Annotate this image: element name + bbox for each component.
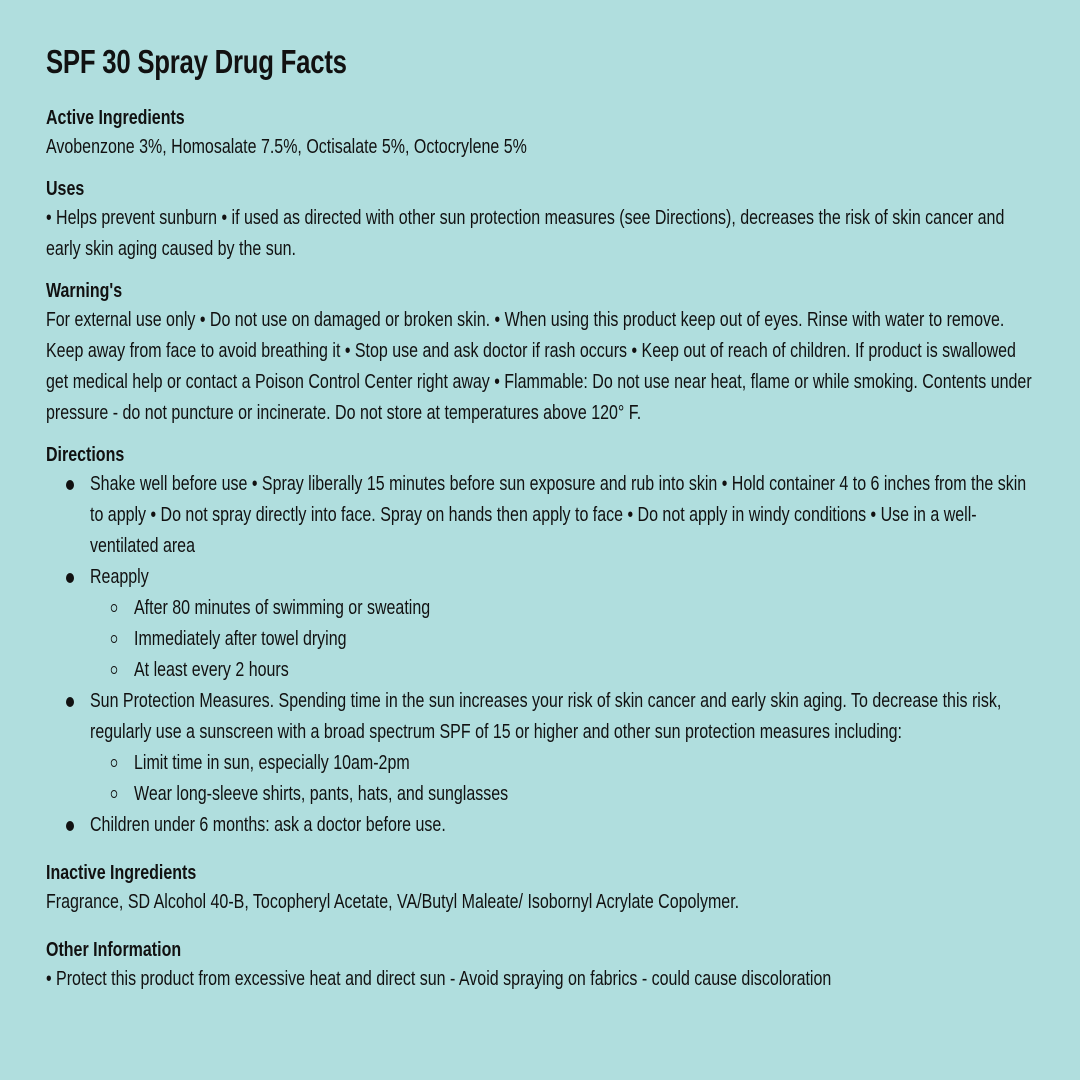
warnings-heading: Warning's [46,280,123,302]
list-item [90,593,1036,624]
list-item [90,779,1036,810]
directions-item-text: Reapply [90,566,149,588]
other-information-heading: Other Information [46,939,182,961]
other-information-section [46,936,1036,995]
directions-list-wrap [46,469,1036,841]
uses-text: • Helps prevent sunburn • if used as directed with other sun protection measures (see Directions), decreases the risk of skin cancer and early skin aging caused by the sun. [46,207,1005,260]
hollow-bullet-icon [111,759,117,767]
list-item [46,469,1036,562]
bullet-icon [66,480,74,490]
uses-heading: Uses [46,178,85,200]
page-title: SPF 30 Spray Drug Facts [46,43,347,80]
list-item [90,624,1036,655]
directions-section [46,441,1036,841]
bullet-icon [66,697,74,707]
directions-list [46,469,1036,841]
protection-item-text: Limit time in sun, especially 10am-2pm [134,752,410,774]
active-ingredients-heading: Active Ingredients [46,107,185,129]
reapply-item-text: After 80 minutes of swimming or sweating [134,597,431,619]
drug-facts-panel [46,40,1036,1007]
other-information-text: • Protect this product from excessive heat and direct sun - Avoid spraying on fabrics - could cause discoloration [46,968,832,990]
reapply-item-text: At least every 2 hours [134,659,289,681]
protection-item-text: Wear long-sleeve shirts, pants, hats, and sunglasses [134,783,509,805]
warnings-section [46,277,1036,429]
list-item [46,810,1036,841]
inactive-ingredients-heading: Inactive Ingredients [46,862,197,884]
hollow-bullet-icon [111,635,117,643]
list-item [90,748,1036,779]
reapply-item-text: Immediately after towel drying [134,628,347,650]
bullet-icon [66,821,74,831]
inactive-ingredients-section [46,859,1036,918]
protection-sublist [90,748,1036,810]
active-ingredients-text: Avobenzone 3%, Homosalate 7.5%, Octisalate 5%, Octocrylene 5% [46,136,527,158]
directions-item-text: Children under 6 months: ask a doctor before use. [90,814,446,836]
list-item [90,655,1036,686]
hollow-bullet-icon [111,790,117,798]
list-item [46,686,1036,810]
reapply-sublist [90,593,1036,686]
active-ingredients-section [46,104,1036,163]
bullet-icon [66,573,74,583]
hollow-bullet-icon [111,604,117,612]
directions-item-text: Sun Protection Measures. Spending time in the sun increases your risk of skin cancer and early skin aging. To decrease this risk, regularly use a sunscreen with a broad spectrum SPF of 15 or higher and other sun protection measures including: [90,690,1002,743]
directions-item-text: Shake well before use • Spray liberally 15 minutes before sun exposure and rub into skin • Hold container 4 to 6 inches from the skin to apply • Do not spray directly into face. Spray on hands then apply to face • Do not apply in windy conditions • Use in a well-ventilated area [90,473,1027,557]
hollow-bullet-icon [111,666,117,674]
warnings-text: For external use only • Do not use on damaged or broken skin. • When using this product keep out of eyes. Rinse with water to remove. Keep away from face to avoid breathing it • Stop use and ask doctor if rash occurs • Keep out of reach of children. If product is swallowed get medical help or contact a Poison Control Center right away • Flammable: Do not use near heat, flame or while smoking. Contents under pressure - do not puncture or incinerate. Do not store at temperatures above 120° F. [46,309,1032,424]
list-item [46,562,1036,686]
inactive-ingredients-text: Fragrance, SD Alcohol 40-B, Tocopheryl Acetate, VA/Butyl Maleate/ Isobornyl Acrylate Copolymer. [46,891,740,913]
directions-heading: Directions [46,444,125,466]
uses-section [46,175,1036,265]
